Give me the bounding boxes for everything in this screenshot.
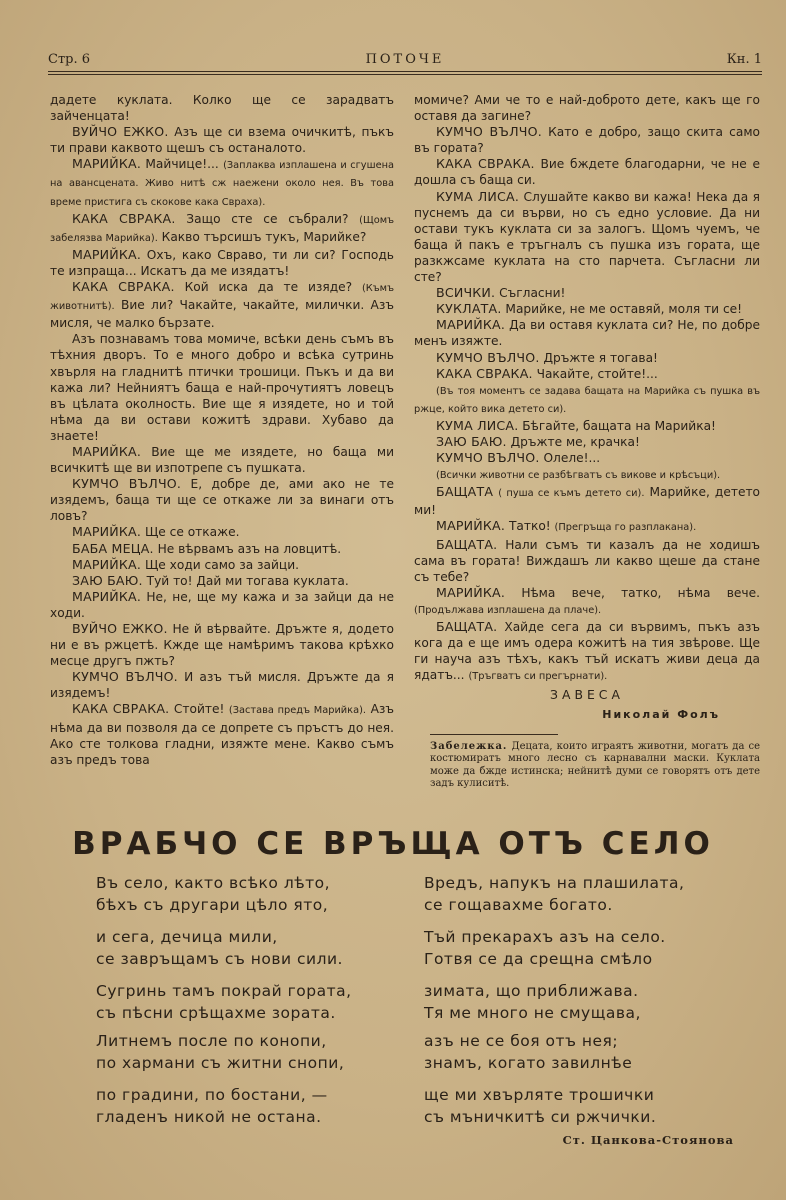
speaker-name: БАЩАТА. <box>436 619 498 634</box>
poem-stanza <box>96 926 343 970</box>
dialogue-paragraph: Азъ познавамъ това момиче, всѣки день съмъ въ тѣхния дворъ. То е много добро и всѣка сутринь хвърля на гладнитѣ птички трошици. Пъкъ и да ви кажа ли? Нейниятъ баща е най-прочутиятъ ловецъ въ цѣлата околность. Вие ще я изядете, но и той нѣма да ви остави кожитѣ здрави. Хубаво да знаете! <box>50 332 394 443</box>
poem-line: азъ не се боя отъ нея; <box>424 1032 619 1050</box>
dialogue-text: Охъ, како Свраво, ти ли си? Господь те изпраща... Искатъ да ме изядатъ! <box>50 247 394 278</box>
speaker-name: КУМА ЛИСА. <box>436 188 520 204</box>
dialogue-text: Не й вѣрвайте. Дръжте я, додето ни е въ ржцетѣ. Кжде ще намѣримъ такова крѣхко месце другъ пжть? <box>50 622 394 669</box>
stage-direction: (Къмъ животнитѣ). <box>50 283 394 313</box>
dialogue-paragraph <box>414 350 760 366</box>
dialogue-paragraph <box>414 382 760 418</box>
dialogue-text: Вие бждете благодарни, че не е дошла съ баща си. <box>414 157 761 188</box>
dialogue-text: Ще ходи само за зайци. <box>141 557 300 572</box>
header-rule <box>48 71 762 72</box>
poem-stanza <box>424 926 666 970</box>
dialogue-paragraph: дадете куклата. Колко ще се зарадватъ зайченцата! <box>50 93 394 124</box>
curtain-text: ЗАВЕСА <box>550 687 624 703</box>
dialogue-text: Нѣма вече, татко, нѣма вече. <box>505 585 760 600</box>
dialogue-text: Чакайте, стойте!... <box>532 366 658 381</box>
note-label: Забележка. <box>430 740 508 752</box>
speaker-name: МАРИЙКА. <box>436 317 506 333</box>
speaker-name: КУМЧО ВЪЛЧО. <box>436 450 540 466</box>
speaker-name: КУКЛАТА. <box>436 301 502 317</box>
dialogue-paragraph <box>414 189 760 286</box>
magazine-title: ПОТОЧЕ <box>365 52 445 67</box>
play-author: Николай Фолъ <box>602 708 720 722</box>
dialogue-text: Дръжте ме, крачка! <box>506 434 640 449</box>
stage-direction: (Прегръща го разплакана). <box>554 522 697 534</box>
dialogue-text: Да ви оставя куклата си? Не, по добре менъ изяжте. <box>414 318 760 349</box>
speaker-name: КАКА СВРАКА. <box>72 279 175 295</box>
dialogue-paragraph <box>414 585 760 619</box>
poem-stanza <box>424 1030 632 1074</box>
stage-direction: (Продължава изплашена да плаче). <box>414 604 602 616</box>
speaker-name: МАРИЙКА. <box>72 246 142 262</box>
speaker-name: КАКА СВРАКА. <box>72 210 176 226</box>
dialogue-text: Нали съмъ ти казалъ да не ходишъ сама въ гората! Виждашъ ли какво щеше да стане съ тебе? <box>414 537 760 584</box>
poem-line: по градини, по бостани, — <box>96 1086 328 1104</box>
stage-direction: (Застава предъ Марийка). <box>228 705 367 717</box>
speaker-name: КАКА СВРАКА. <box>436 156 535 172</box>
speaker-name: МАРИЙКА. <box>436 584 506 600</box>
dialogue-text: Олеле!... <box>539 451 601 466</box>
dialogue-paragraph <box>50 476 394 524</box>
dialogue-paragraph <box>50 589 394 621</box>
speaker-name: КУМА ЛИСА. <box>436 417 519 433</box>
dialogue-text: Слушайте какво ви кажа! Нека да я пуснемъ да си върви, но съ едно условие. Да ни остави тукъ куклата си за залогъ. Щомъ чуемъ, че баща й пакъ е тръгналъ съ пушка изъ гората, ще разкжсаме куклата на сто парчета. Съгласни ли сте? <box>414 189 760 285</box>
dialogue-paragraph <box>414 450 760 466</box>
dialogue-paragraph <box>50 524 394 540</box>
dialogue-text: Марийке, не ме оставяй, моля ти се! <box>501 302 743 317</box>
speaker-name: КАКА СВРАКА. <box>436 365 533 381</box>
speaker-name: МАРИЙКА. <box>436 518 506 534</box>
poem-stanza <box>424 980 641 1024</box>
dialogue-text: Ще се откаже. <box>141 525 240 540</box>
dialogue-paragraph <box>414 156 760 188</box>
speaker-name: ЗАЮ БАЮ. <box>436 433 507 449</box>
footnote <box>414 741 760 791</box>
speaker-name: ВУЙЧО ЕЖКО. <box>72 124 169 140</box>
dialogue-paragraph <box>414 619 760 685</box>
poem-line: гладенъ никой не остана. <box>96 1108 322 1126</box>
poem-line: знамъ, когато завилнѣе <box>424 1054 633 1072</box>
dialogue-paragraph <box>414 418 760 434</box>
poem-line: се гощавахме богато. <box>424 896 613 914</box>
poem-line: Въ село, както всѣко лѣто, <box>96 874 331 892</box>
dialogue-text: Татко! <box>505 519 555 534</box>
stage-direction: (Щомъ забелязва Марийка). <box>50 214 395 244</box>
dialogue-text: Вие ще ме изядете, но баща ми всичкитѣ ще ви изпотрепе съ пушката. <box>50 444 394 476</box>
stage-direction: (Тръгватъ си прегърнати). <box>468 671 608 683</box>
poem-line: и сега, дечица мили, <box>96 928 278 946</box>
speaker-name: КУМЧО ВЪЛЧО. <box>436 124 542 140</box>
poem-line: Тъй прекарахъ азъ на село. <box>424 928 666 946</box>
speaker-name: МАРИЙКА. <box>72 156 142 172</box>
dialogue-paragraph <box>414 434 760 450</box>
poem-line: Сугринь тамъ покрай гората, <box>96 982 352 1000</box>
dialogue-paragraph <box>50 557 394 573</box>
issue-number: Кн. 1 <box>726 52 762 67</box>
dialogue-text: Марийке, детето ми! <box>414 485 761 518</box>
dialogue-text: Вие ли? Чакайте, чакайте, милички. Азъ мисля, че малко бързате. <box>50 298 394 331</box>
dialogue-text: Майчице!... <box>141 157 224 172</box>
page-number: Стр. 6 <box>48 52 90 67</box>
play-right-column <box>414 92 760 791</box>
dialogue-paragraph <box>414 317 760 349</box>
dialogue-paragraph <box>50 621 394 669</box>
dialogue-text: Кой иска да те изяде? <box>174 280 362 295</box>
speaker-name: КАКА СВРАКА. <box>72 701 170 717</box>
poem-line: Вредъ, напукъ на плашилата, <box>424 874 685 892</box>
dialogue-text: Азъ ще си взема очичкитѣ, пъкъ ти прави каквото щешъ съ останалото. <box>50 125 394 156</box>
dialogue-paragraph <box>50 247 394 279</box>
dialogue-paragraph <box>414 518 760 536</box>
dialogue-paragraph <box>50 124 394 156</box>
dialogue-paragraph <box>414 301 760 317</box>
dialogue-paragraph <box>414 466 760 484</box>
speaker-name: КУМЧО ВЪЛЧО. <box>436 349 540 365</box>
poem-title: ВРАБЧО СЕ ВРЪЩА ОТЪ СЕЛО <box>72 826 714 862</box>
dialogue-paragraph <box>50 573 394 589</box>
dialogue-text: И азъ тъй мисля. Дръжте да я изядемъ! <box>50 670 394 701</box>
speaker-name: МАРИЙКА. <box>72 556 142 572</box>
dialogue-text: Хайде сега да си вървимъ, пъкъ азъ кога да е ще имъ одера кожитѣ на тия звѣрове. Ще ги науча азъ тѣхъ, какъ тъй искатъ живи деца да ядатъ... <box>414 620 760 683</box>
speaker-name: БАЩАТА <box>436 484 494 500</box>
poem-stanza <box>96 1084 328 1128</box>
dialogue-text: Туй то! Дай ми тогава куклата. <box>142 573 349 588</box>
speaker-name: БАБА МЕЦА. <box>72 540 154 556</box>
dialogue-paragraph <box>414 537 760 585</box>
stage-direction: ( пуша се къмъ детето си). <box>498 488 645 500</box>
dialogue-paragraph <box>414 484 760 518</box>
dialogue-text: Като е добро, защо скита само въ гората? <box>414 125 761 156</box>
dialogue-text: Азъ нѣма да ви позволя да се допрете съ пръстъ до нея. Ако сте толкова гладни, изяжте мене. Какво съмъ азъ предъ това <box>50 702 395 767</box>
speaker-name: КУМЧО ВЪЛЧО. <box>72 669 178 685</box>
poem-stanza <box>424 1084 656 1128</box>
poem-line: се завръщамъ съ нови сили. <box>96 950 343 968</box>
poem-stanza <box>424 872 684 916</box>
poem-line: ще ми хвърляте трошички <box>424 1086 655 1104</box>
poem-line: по хармани съ житни снопи, <box>96 1054 345 1072</box>
dialogue-text: Какво търсишъ тукъ, Марийке? <box>157 229 367 244</box>
poem-line: бѣхъ съ другари цѣло ято, <box>96 896 329 914</box>
poem-stanza <box>96 872 330 916</box>
dialogue-text: Не вѣрвамъ азъ на ловцитѣ. <box>153 541 342 556</box>
dialogue-text: Стойте! <box>169 702 229 717</box>
stage-direction: (Заплаква изплашена и сгушена на авансцената. Живо нитѣ сж наежени около нея. Въ това време пристига съ скокове кака Свраха). <box>50 160 395 208</box>
poem-line: съ мъничкитѣ си ржчички. <box>424 1108 657 1126</box>
poem-line: съ пѣсни срѣщахме зората. <box>96 1004 336 1022</box>
speaker-name: КУМЧО ВЪЛЧО. <box>72 476 182 492</box>
dialogue-text: Дръжте я тогава! <box>539 350 658 365</box>
speaker-name: ЗАЮ БАЮ. <box>72 572 143 588</box>
speaker-name: МАРИЙКА. <box>72 588 142 604</box>
dialogue-text: Е, добре де, ами ако не те изядемъ, баща ти ще се откаже ли за винаги отъ ловъ? <box>50 477 394 524</box>
dialogue-paragraph <box>50 156 394 210</box>
header-rule-2 <box>48 74 762 75</box>
running-header <box>48 50 762 72</box>
note-text: Децата, които играятъ животни, могатъ да се костюмиратъ много лесно съ карнавални маски. Куклата може да бжде истинска; нейнитѣ думи се говорятъ отъ дете задъ кулиситѣ. <box>430 740 760 790</box>
speaker-name: МАРИЙКА. <box>72 443 142 459</box>
note-divider <box>430 734 558 735</box>
play-left-column <box>50 92 394 768</box>
poem-stanza <box>96 1030 344 1074</box>
dialogue-paragraph <box>50 541 394 557</box>
dialogue-paragraph <box>50 444 394 476</box>
dialogue-text: Не, не, ще му кажа и за зайци да не ходи. <box>50 589 394 620</box>
dialogue-paragraph <box>50 669 394 701</box>
dialogue-paragraph <box>414 366 760 382</box>
poem-stanza <box>96 980 352 1024</box>
speaker-name: ВСИЧКИ. <box>436 285 496 301</box>
stage-direction: (Всички животни се разбѣгватъ съ викове и крѣсъци). <box>436 470 721 482</box>
dialogue-paragraph: момиче? Ами че то е най-доброто дете, какъ ще го оставя да загине? <box>414 93 760 124</box>
dialogue-paragraph <box>414 124 760 156</box>
dialogue-text: Бѣгайте, бащата на Марийка! <box>518 418 716 433</box>
dialogue-paragraph <box>414 285 760 301</box>
speaker-name: МАРИЙКА. <box>72 524 142 540</box>
dialogue-paragraph <box>50 211 394 247</box>
poem-line: зимата, що приближава. <box>424 982 639 1000</box>
poem-line: Готвя се да срещна смѣло <box>424 950 653 968</box>
speaker-name: БАЩАТА. <box>436 536 498 552</box>
speaker-name: ВУЙЧО ЕЖКО. <box>72 621 168 636</box>
dialogue-paragraph <box>50 279 394 331</box>
poem-line: Тя ме много не смущава, <box>424 1004 641 1022</box>
dialogue-paragraph <box>50 701 394 767</box>
poem-author: Ст. Цанкова-Стоянова <box>562 1133 734 1147</box>
dialogue-text: Съгласни! <box>495 286 566 301</box>
stage-direction: (Въ тоя моментъ се задава бащата на Марийка съ пушка въ ржце, който вика детето си). <box>414 385 760 415</box>
poem-line: Литнемъ после по конопи, <box>96 1032 327 1050</box>
dialogue-text: Защо сте се събрали? <box>175 211 360 226</box>
